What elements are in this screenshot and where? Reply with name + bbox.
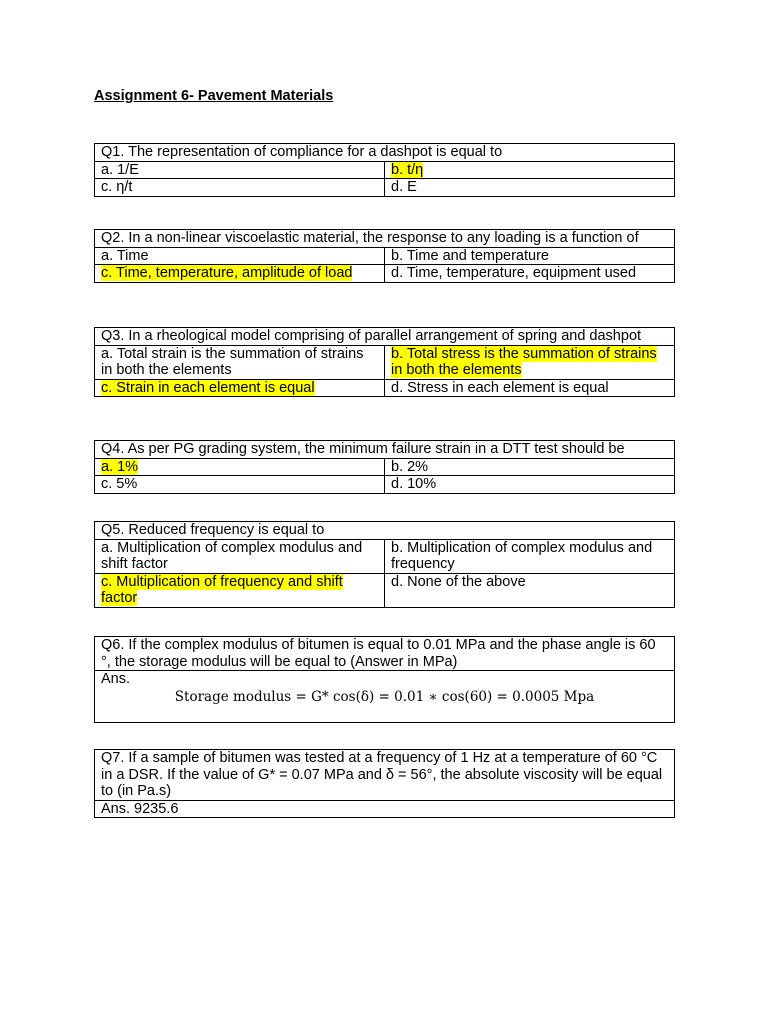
question-3-option-a — [95, 345, 385, 379]
question-7-table — [94, 749, 675, 818]
question-5-option-d — [385, 573, 675, 607]
option-text: c. 5% — [101, 476, 138, 492]
question-3-text: Q3. In a rheological model comprising of parallel arrangement of spring and dashpot — [95, 328, 675, 346]
question-7-answer: Ans. 9235.6 — [95, 800, 675, 818]
option-text: b. Time and temperature — [391, 247, 549, 264]
question-1-option-d — [385, 179, 675, 197]
question-2-option-a — [95, 247, 385, 265]
question-1-table — [94, 143, 675, 197]
question-3-option-b — [385, 345, 675, 379]
option-text: d. 10% — [391, 476, 437, 492]
question-2-table — [94, 229, 675, 283]
question-1-text: Q1. The representation of compliance for a dashpot is equal to — [95, 144, 675, 162]
question-5-option-b — [385, 539, 675, 573]
question-2-option-c — [95, 265, 385, 283]
option-text: b. Multiplication of complex modulus and frequency — [391, 539, 653, 572]
option-text: a. Time — [101, 247, 149, 264]
question-1-option-c — [95, 179, 385, 197]
question-4-option-c — [95, 476, 385, 494]
option-text: d. None of the above — [391, 573, 526, 590]
option-text: b. 2% — [391, 458, 429, 475]
question-3-option-c — [95, 379, 385, 397]
question-5-option-c — [95, 573, 385, 607]
highlighted-option-text: c. Strain in each element is equal — [101, 379, 315, 396]
highlighted-option-text: c. Multiplication of frequency and shift factor — [101, 573, 343, 606]
storage-modulus-formula: Storage modulus = G* cos(δ) = 0.01 ∗ cos(60) = 0.0005 Mpa — [174, 688, 595, 705]
question-1-option-b — [385, 161, 675, 179]
option-text: c. η/t — [101, 179, 133, 195]
answer-label: Ans. — [101, 671, 131, 687]
question-3-table — [94, 327, 675, 397]
question-5-text: Q5. Reduced frequency is equal to — [95, 522, 675, 540]
question-4-table — [94, 440, 675, 494]
highlighted-option-text: c. Time, temperature, amplitude of load — [101, 265, 353, 281]
question-5-option-a — [95, 539, 385, 573]
question-4-option-b — [385, 458, 675, 476]
question-1-option-a — [95, 161, 385, 179]
option-text: d. Stress in each element is equal — [391, 379, 609, 396]
highlighted-option-text: b. Total stress is the summation of strains in both the elements — [391, 345, 657, 378]
question-5-table — [94, 521, 675, 608]
highlighted-option-text: b. t/η — [391, 161, 424, 178]
option-text: a. 1/E — [101, 161, 139, 178]
page-title: Assignment 6- Pavement Materials — [94, 88, 334, 104]
question-2-option-d — [385, 265, 675, 283]
question-2-text: Q2. In a non-linear viscoelastic material, the response to any loading is a function of — [95, 230, 675, 248]
option-text: a. Total strain is the summation of strains in both the elements — [101, 345, 364, 378]
question-6-table — [94, 636, 675, 723]
question-6-text: Q6. If the complex modulus of bitumen is equal to 0.01 MPa and the phase angle is 60 °, the storage modulus will be equal to (Answer in MPa) — [95, 637, 675, 671]
question-3-option-d — [385, 379, 675, 397]
question-6-answer — [95, 671, 675, 723]
question-4-option-d — [385, 476, 675, 494]
option-text: d. Time, temperature, equipment used — [391, 265, 637, 281]
option-text: a. Multiplication of complex modulus and shift factor — [101, 539, 363, 572]
question-4-option-a — [95, 458, 385, 476]
question-2-option-b — [385, 247, 675, 265]
question-7-text: Q7. If a sample of bitumen was tested at a frequency of 1 Hz at a temperature of 60 °C in a DSR. If the value of G* = 0.07 MPa and δ = 56°, the absolute viscosity will be equal to (in Pa.s) — [95, 750, 675, 801]
option-text: d. E — [391, 179, 417, 195]
question-4-text: Q4. As per PG grading system, the minimum failure strain in a DTT test should be — [95, 441, 675, 459]
highlighted-option-text: a. 1% — [101, 458, 139, 475]
